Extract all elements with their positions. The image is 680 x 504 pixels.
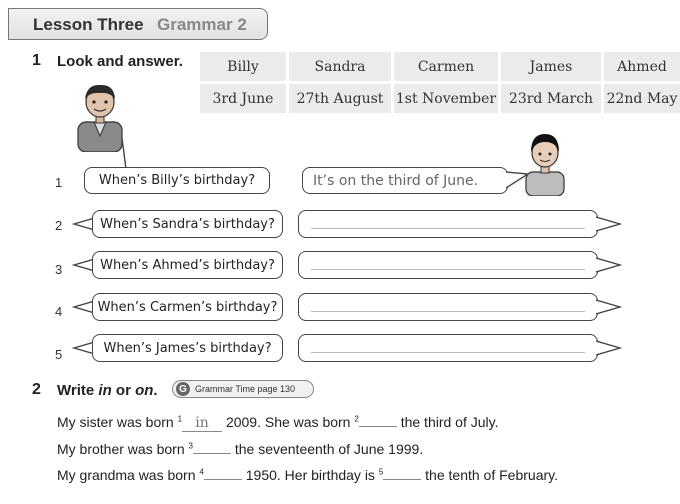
title-word-in: in <box>98 382 112 399</box>
table-name-cell: Billy <box>200 52 286 81</box>
grammar-time-icon: G <box>176 382 190 396</box>
blank-3[interactable] <box>193 437 231 454</box>
sentence-text: 1950. Her birthday is <box>245 467 375 483</box>
blank-number: 2 <box>354 414 359 424</box>
section2-number: 2 <box>32 381 41 398</box>
question-text: When’s Ahmed’s birthday? <box>100 257 275 273</box>
blank-1[interactable]: in <box>182 415 222 432</box>
birthday-table <box>200 52 680 114</box>
question-bubble <box>92 210 283 238</box>
table-date-cell: 23rd March <box>501 84 601 113</box>
table-date-cell: 1st November <box>394 84 498 113</box>
blank-4[interactable] <box>204 463 242 480</box>
question-text: When’s Sandra’s birthday? <box>100 216 275 232</box>
sentence-text: 2009. She was born <box>225 414 351 430</box>
example-answer: It’s on the third of June. <box>313 172 479 189</box>
question-bubble <box>92 293 283 321</box>
bubble-tail <box>596 254 622 276</box>
table-name-cell: Ahmed <box>604 52 680 81</box>
answer-box-5[interactable] <box>298 334 598 362</box>
bubble-tail <box>596 296 622 318</box>
question-number: 1 <box>55 175 63 190</box>
example-question-bubble <box>84 167 270 194</box>
answer-box-4[interactable] <box>298 293 598 321</box>
blank-5[interactable] <box>383 463 421 480</box>
lesson-title: Lesson Three <box>33 15 144 34</box>
bubble-tail <box>506 170 530 192</box>
question-text: When’s Carmen’s birthday? <box>97 299 278 315</box>
sentence-text: the tenth of February. <box>425 467 558 483</box>
blank-number: 4 <box>199 467 204 477</box>
blank-number: 3 <box>188 441 193 451</box>
question-number: 4 <box>55 304 63 319</box>
sentence-2 <box>57 437 423 457</box>
section2-title <box>57 382 158 399</box>
sentence-text: the seventeenth of June 1999. <box>234 441 424 457</box>
title-word: or <box>115 382 131 399</box>
table-name-cell: James <box>501 52 601 81</box>
lesson-topic: Grammar 2 <box>157 15 247 34</box>
question-bubble <box>92 251 283 279</box>
question-text: When’s James’s birthday? <box>103 340 272 356</box>
bubble-tail <box>118 138 148 170</box>
sentence-3 <box>57 463 558 483</box>
bubble-tail <box>596 213 622 235</box>
sentence-1 <box>57 410 499 432</box>
blank-2[interactable] <box>359 410 397 427</box>
question-number: 5 <box>55 347 63 362</box>
table-name-cell: Carmen <box>394 52 498 81</box>
title-word-on: on <box>135 382 154 399</box>
table-date-cell: 22nd May <box>604 84 680 113</box>
bubble-tail <box>596 337 622 359</box>
sentence-text: My grandma was born <box>57 467 196 483</box>
question-number: 3 <box>55 262 63 277</box>
sentence-text: My brother was born <box>57 441 185 457</box>
answer-box-2[interactable] <box>298 210 598 238</box>
sentence-text: the third of July. <box>400 414 499 430</box>
title-word: Write <box>57 382 95 399</box>
section1-title: Look and answer. <box>57 53 183 70</box>
grammar-time-link[interactable] <box>172 380 314 398</box>
blank-number: 1 <box>177 414 183 424</box>
example-answer-bubble <box>302 167 508 194</box>
question-bubble <box>92 334 283 362</box>
lesson-header <box>8 8 268 40</box>
section1-number: 1 <box>32 52 41 69</box>
question-number: 2 <box>55 218 63 233</box>
example-question: When’s Billy’s birthday? <box>98 173 256 188</box>
grammar-time-label: Grammar Time page 130 <box>195 384 296 394</box>
blank-number: 5 <box>378 467 384 477</box>
title-punct: . <box>153 382 158 399</box>
table-date-cell: 3rd June <box>200 84 286 113</box>
sentence-text: My sister was born <box>57 414 174 430</box>
answer-box-3[interactable] <box>298 251 598 279</box>
table-date-cell: 27th August <box>289 84 391 113</box>
table-name-cell: Sandra <box>289 52 391 81</box>
